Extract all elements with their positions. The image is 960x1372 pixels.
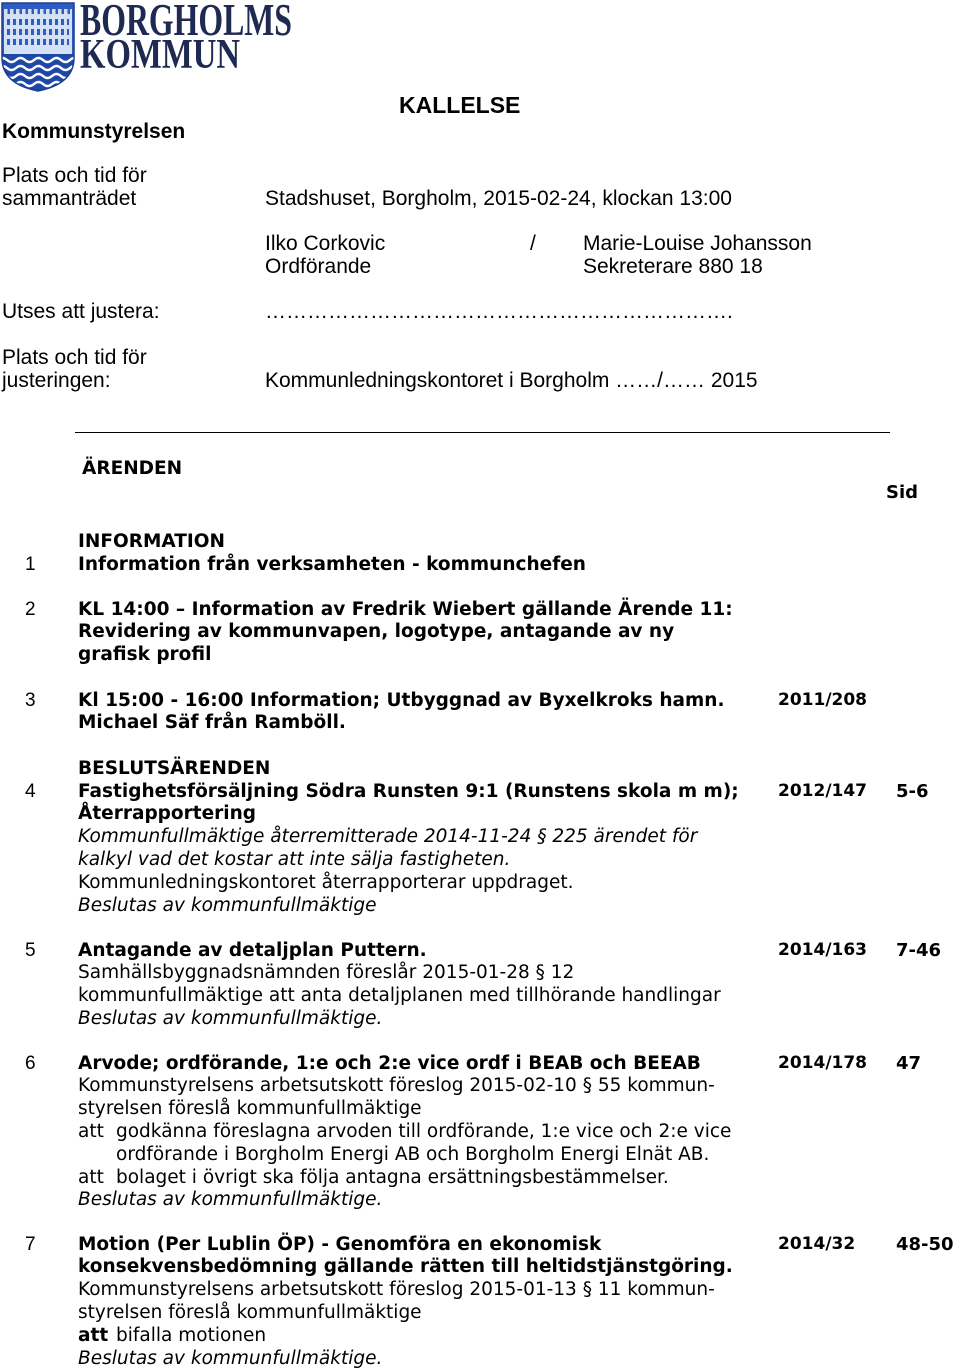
item-proposal	[78, 1325, 733, 1348]
item-description: Kommunstyrelsens arbetsutskott föreslog 2015-01-13 § 11 kommun-	[78, 1279, 715, 1301]
chair-block	[265, 232, 385, 278]
agenda-item	[0, 553, 960, 575]
meeting-place-label-line-1: Plats och tid för	[2, 163, 147, 187]
item-decision-note: Beslutas av kommunfullmäktige	[78, 894, 377, 916]
item-title: Återrapportering	[78, 803, 257, 825]
item-text	[78, 1234, 733, 1371]
secretary-name: Marie-Louise Johansson	[583, 231, 812, 255]
item-proposal	[78, 1121, 731, 1144]
proposal-text: bolaget i övrigt ska följa antagna ersättningsbestämmelser.	[116, 1166, 669, 1188]
secretary-role: Sekreterare 880 18	[583, 254, 763, 278]
item-description: Samhällsbyggnadsnämnden föreslår 2015-01-28 § 12	[78, 962, 575, 984]
meeting-place-value: Stadshuset, Borgholm, 2015-02-24, klockan 13:00	[265, 186, 732, 210]
diary-number: 2014/32	[778, 1233, 856, 1254]
item-title: konsekvensbedömning gällande rätten till heltidstjänstgöring.	[78, 1256, 733, 1278]
item-title: Antagande av detaljplan Puttern.	[78, 939, 427, 961]
adjusters-label: Utses att justera:	[2, 299, 160, 323]
item-decision-note: Beslutas av kommunfullmäktige.	[78, 1007, 383, 1029]
item-number: 3	[25, 689, 36, 711]
adjust-place-label	[2, 346, 147, 392]
meeting-place-label	[2, 164, 147, 210]
item-title: Kl 15:00 - 16:00 Information; Utbyggnad av Byxelkroks hamn.	[78, 689, 725, 711]
signatory-separator: /	[530, 231, 536, 255]
proposal-lead: att	[78, 1166, 104, 1188]
borgholms-kommun-wordmark	[78, 0, 294, 78]
item-text	[78, 554, 586, 577]
diary-number: 2012/147	[778, 780, 868, 801]
logo-name-line-1: BORGHOLMS	[80, 0, 292, 45]
proposal-lead: att	[78, 1324, 109, 1346]
item-description: styrelsen föreslå kommunfullmäktige	[78, 1098, 422, 1120]
item-decision-note: Beslutas av kommunfullmäktige.	[78, 1347, 383, 1369]
page-reference: 7-46	[896, 939, 942, 961]
chair-name: Ilko Corkovic	[265, 231, 386, 255]
document-title: KALLELSE	[399, 92, 521, 118]
proposal-text: bifalla motionen	[116, 1324, 267, 1346]
adjust-place-value: Kommunledningskontoret i Borgholm ……/…… 2015	[265, 368, 758, 392]
borgholm-castle-shield-icon	[0, 0, 76, 92]
page-reference: 47	[896, 1052, 922, 1074]
item-text	[78, 1053, 731, 1213]
proposal-text: godkänna föreslagna arvoden till ordförande, 1:e vice och 2:e vice	[116, 1120, 732, 1142]
item-number: 2	[25, 598, 36, 620]
secretary-block	[583, 232, 812, 278]
page-column-header: Sid	[886, 481, 919, 503]
item-number: 1	[25, 553, 36, 575]
diary-number: 2011/208	[778, 689, 868, 710]
item-description: kommunfullmäktige att anta detaljplanen med tillhörande handlingar	[78, 985, 721, 1007]
agenda-item	[0, 689, 960, 734]
organ-name: Kommunstyrelsen	[2, 119, 186, 143]
adjust-place-label-line-1: Plats och tid för	[2, 345, 147, 369]
section-divider	[75, 432, 890, 433]
chair-role: Ordförande	[265, 254, 372, 278]
agenda-item	[0, 939, 960, 1029]
item-text	[78, 599, 733, 667]
item-number: 7	[25, 1233, 36, 1255]
adjusters-value: ………………………………………………………….	[265, 299, 733, 323]
agenda-heading: ÄRENDEN	[82, 457, 183, 479]
proposal-lead: att	[78, 1120, 104, 1142]
item-description: kalkyl vad det kostar att inte sälja fastigheten.	[78, 848, 511, 870]
logo-name-line-2: KOMMUN	[80, 32, 240, 78]
item-decision-note: Beslutas av kommunfullmäktige.	[78, 1189, 383, 1211]
agenda-item	[0, 1052, 960, 1211]
agenda-item	[0, 598, 960, 666]
meeting-place-label-line-2: sammanträdet	[2, 186, 137, 210]
item-title: Arvode; ordförande, 1:e och 2:e vice ordf i BEAB och BEEAB	[78, 1052, 701, 1074]
item-title: Revidering av kommunvapen, logotype, antagande av ny	[78, 621, 675, 643]
adjust-place-label-line-2: justeringen:	[2, 368, 111, 392]
page-reference: 48-50	[896, 1233, 954, 1255]
item-title: KL 14:00 – Information av Fredrik Wiebert gällande Ärende 11:	[78, 598, 733, 620]
item-number: 6	[25, 1052, 36, 1074]
item-text	[78, 781, 739, 918]
agenda-item	[0, 1233, 960, 1369]
item-title: Information från verksamheten - kommunchefen	[78, 553, 586, 575]
page-reference: 5-6	[896, 780, 929, 802]
item-text	[78, 690, 724, 736]
item-description: Kommunfullmäktige återremitterade 2014-11-24 § 225 ärendet för	[78, 826, 698, 848]
item-description: styrelsen föreslå kommunfullmäktige	[78, 1301, 422, 1323]
decision-heading: BESLUTSÄRENDEN	[78, 757, 271, 779]
item-proposal	[78, 1167, 731, 1190]
item-proposal-continued: ordförande i Borgholm Energi AB och Borgholm Energi Elnät AB.	[116, 1143, 710, 1165]
item-description: Kommunledningskontoret återrapporterar uppdraget.	[78, 871, 574, 893]
item-description: Kommunstyrelsens arbetsutskott föreslog 2015-02-10 § 55 kommun-	[78, 1075, 715, 1097]
information-heading: INFORMATION	[78, 530, 225, 552]
item-title: Motion (Per Lublin ÖP) - Genomföra en ekonomisk	[78, 1233, 602, 1255]
diary-number: 2014/163	[778, 939, 868, 960]
item-text	[78, 940, 721, 1031]
agenda-item	[0, 780, 960, 916]
item-title: grafisk profil	[78, 644, 212, 666]
diary-number: 2014/178	[778, 1052, 868, 1073]
item-number: 4	[25, 780, 36, 802]
item-title: Fastighetsförsäljning Södra Runsten 9:1 (Runstens skola m m);	[78, 780, 739, 802]
item-title: Michael Säf från Ramböll.	[78, 712, 346, 734]
item-number: 5	[25, 939, 36, 961]
